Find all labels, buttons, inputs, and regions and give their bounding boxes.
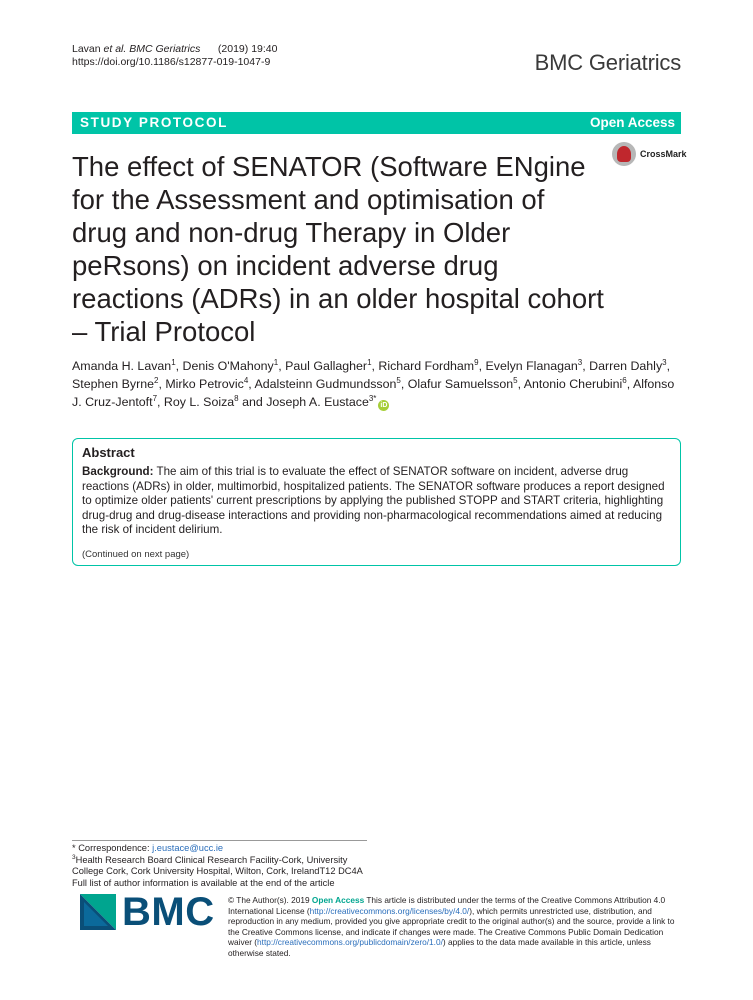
citation-journal: BMC Geriatrics	[129, 43, 201, 55]
crossmark-label: CrossMark	[640, 149, 687, 159]
bmc-logo-icon	[80, 894, 116, 930]
article-title	[72, 150, 612, 348]
author-name: Amanda H. Lavan	[72, 359, 172, 373]
title-line: for the Assessment and optimisation of	[72, 184, 545, 215]
author-name: Evelyn Flanagan	[485, 359, 578, 373]
license-text-2: ), which permits unrestricted use, distribution, and reproduction in any medium, provided you give appropriate credit to the original author(s) and the source, provide a link to the Creative Commons license, and indicate if changes were made. The Creative Commons Public Domain Dedication waiver (	[228, 905, 675, 948]
bmc-logo	[80, 890, 215, 934]
author-affil: 3	[577, 357, 583, 367]
abstract-box	[72, 438, 681, 566]
author-affil: 4	[243, 375, 249, 385]
author-affil: 1	[367, 357, 372, 367]
journal-name: BMC Geriatrics	[534, 50, 681, 75]
author-affil: 5	[513, 375, 518, 385]
author-affil: 1	[273, 357, 279, 367]
continued-note: (Continued on next page)	[82, 549, 190, 560]
author-affil: 2	[153, 375, 159, 385]
correspondence-note	[72, 843, 372, 889]
title-line: reactions (ADRs) in an older hospital cohort	[72, 283, 604, 314]
author-name: Denis O'Mahony	[182, 359, 274, 373]
author-affil: 8	[234, 393, 239, 403]
correspondence-label: * Correspondence:	[72, 843, 150, 853]
author-name: Richard Fordham	[378, 359, 475, 373]
open-access-label: Open Access	[589, 115, 675, 130]
author-affil: 1	[171, 357, 176, 367]
orcid-icon[interactable]: iD	[380, 402, 388, 409]
copyright: © The Author(s). 2019	[228, 895, 310, 905]
license-text	[228, 895, 684, 959]
author-affil: 9	[474, 357, 479, 367]
citation-authors: Lavan	[72, 43, 101, 55]
title-line: – Trial Protocol	[72, 316, 256, 347]
crossmark-badge[interactable]	[612, 142, 687, 168]
author-affil: 6	[622, 375, 627, 385]
license-link-by[interactable]: http://creativecommons.org/licenses/by/4.0/	[309, 905, 470, 916]
article-type-banner	[72, 112, 681, 134]
author-name: Adalsteinn Gudmundsson	[254, 377, 397, 391]
author-affil: 3*	[368, 393, 377, 403]
title-line: The effect of SENATOR (Software ENgine	[72, 151, 586, 182]
authors-and: and	[242, 395, 263, 409]
abstract-heading: Abstract	[82, 445, 135, 460]
license-open-access: Open Access	[311, 895, 365, 905]
article-type-label: STUDY PROTOCOL	[80, 115, 228, 130]
citation-etal: et al.	[103, 43, 127, 55]
author-name: Antonio Cherubini	[523, 377, 623, 391]
doi-link[interactable]: https://doi.org/10.1186/s12877-019-1047-9	[72, 56, 271, 68]
license-text-3: ) applies to the data made available in this article, unless otherwise stated.	[228, 937, 651, 958]
crossmark-bookmark-icon	[617, 146, 631, 162]
full-list-note: Full list of author information is available at the end of the article	[72, 877, 335, 888]
author-affil: 3	[662, 357, 667, 367]
author-name: Mirko Petrovic	[165, 377, 244, 391]
author-list: Amanda H. Lavan$^1$, Denis O'Mahony$^1$, Paul Gallagher$^1$, Richard Fordham$^9$, Evelyn Flanagan$^3$, Darren Dahly$^3$, Stephen Byrne$^2$, Mirko Petrovic$^4$, Adalsteinn Gudmundsson$^5$, Olafur Samuelsson$^5$, Antonio Cherubini$^6$, Alfonso J. Cruz-Jentoft$^7$, Roy L. Soiza$^8$ and Joseph A. Eustace$^{3*}$iD	[72, 357, 675, 409]
license-link-zero[interactable]: http://creativecommons.org/publicdomain/zero/1.0/	[257, 937, 443, 948]
affiliation-sup: 3	[72, 853, 76, 861]
author-name: Stephen Byrne	[72, 377, 154, 391]
citation-year: (2019) 19:40	[217, 43, 278, 55]
author-name: Joseph A. Eustace	[266, 395, 369, 409]
abstract-background	[82, 465, 674, 538]
author-name: Olafur Samuelsson	[407, 377, 514, 391]
background-text: The aim of this trial is to evaluate the effect of SENATOR software on incident, adverse drug reactions (ADRs) in older, multimorbid, hospitalized patients. The SENATOR software produces a report designed to optimize older patients' current prescriptions by applying the published STOPP and START criteria, highlighting drug-drug and drug-disease interactions and providing non-pharmacological recommendations aimed at reducing the risk of incident delirium.	[82, 465, 665, 537]
affiliation-text: Health Research Board Clinical Research Facility-Cork, University College Cork, Cork University Hospital, Wilton, Cork, IrelandT12 DC4A	[72, 854, 363, 876]
title-line: drug and non-drug Therapy in Older	[72, 217, 511, 248]
citation-header	[72, 43, 277, 69]
bmc-logo-text: BMC	[122, 890, 215, 934]
author-name: Alfonso J. Cruz-Jentoft	[72, 377, 675, 409]
correspondence-email-link[interactable]: j.eustace@ucc.ie	[152, 843, 224, 853]
background-label: Background:	[82, 465, 154, 478]
author-name: Roy L. Soiza	[163, 395, 235, 409]
author-name: Darren Dahly	[589, 359, 663, 373]
author-affil: 5	[396, 375, 401, 385]
author-affil: 7	[152, 393, 158, 403]
footnote-divider	[72, 840, 367, 841]
license-text-1: This article is distributed under the terms of the Creative Commons Attribution 4.0 International License (	[228, 895, 666, 916]
title-line: peRsons) on incident adverse drug	[72, 250, 499, 281]
author-name: Paul Gallagher	[285, 359, 368, 373]
